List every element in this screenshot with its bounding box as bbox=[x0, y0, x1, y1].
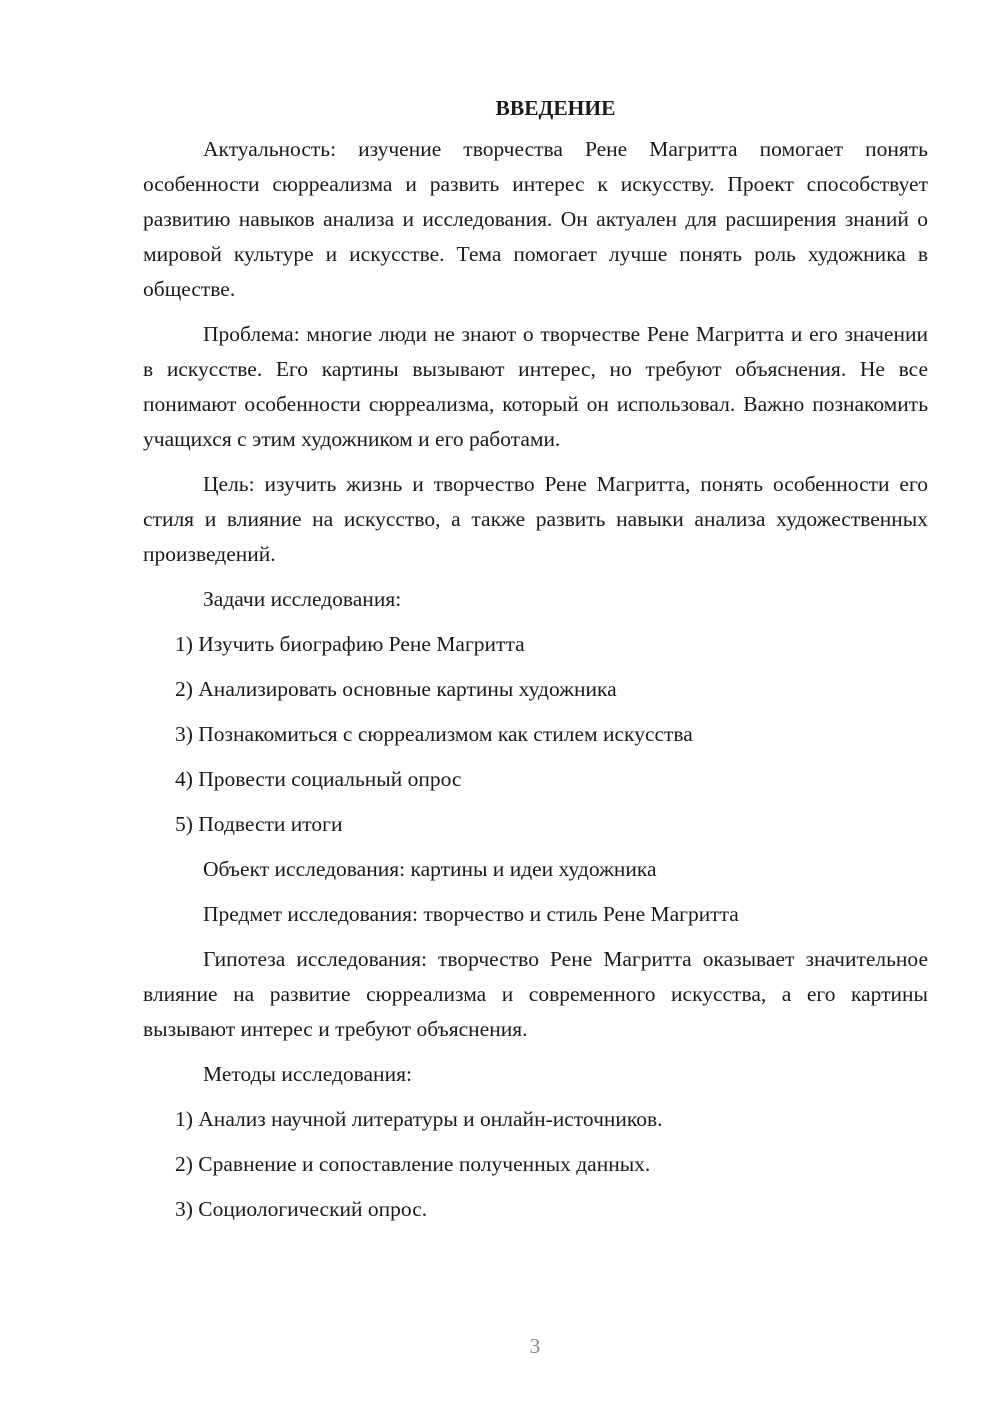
list-item: 4) Провести социальный опрос bbox=[175, 767, 462, 791]
page-content bbox=[143, 91, 928, 1237]
list-item: 1) Анализ научной литературы и онлайн-источников. bbox=[175, 1107, 663, 1131]
hypothesis-paragraph: Гипотеза исследования: творчество Рене Магритта оказывает значительное влияние на развитие сюрреализма и современного искусства, а его картины вызывают интерес и требуют объяснения. bbox=[143, 947, 928, 1041]
list-item: 5) Подвести итоги bbox=[175, 812, 343, 836]
problem-paragraph: Проблема: многие люди не знают о творчестве Рене Магритта и его значении в искусстве. Его картины вызывают интерес, но требуют объяснения. Не все понимают особенности сюрреализма, который он использовал. Важно познакомить учащихся с этим художником и его работами. bbox=[143, 322, 928, 451]
subject-line: Предмет исследования: творчество и стиль Рене Магритта bbox=[203, 902, 739, 926]
goal-paragraph: Цель: изучить жизнь и творчество Рене Магритта, понять особенности его стиля и влияние на искусство, а также развить навыки анализа художественных произведений. bbox=[143, 472, 928, 566]
list-item: 1) Изучить биографию Рене Магритта bbox=[175, 632, 525, 656]
methods-heading: Методы исследования: bbox=[203, 1062, 412, 1086]
page-number: 3 bbox=[529, 1334, 541, 1358]
list-item: 3) Социологический опрос. bbox=[175, 1197, 428, 1221]
tasks-heading: Задачи исследования: bbox=[203, 587, 402, 611]
tasks-list bbox=[143, 627, 928, 842]
object-line: Объект исследования: картины и идеи художника bbox=[203, 857, 657, 881]
methods-list bbox=[143, 1102, 928, 1227]
relevance-paragraph: Актуальность: изучение творчества Рене Магритта помогает понять особенности сюрреализма и развить интерес к искусству. Проект способствует развитию навыков анализа и исследования. Он актуален для расширения знаний о мировой культуре и искусстве. Тема помогает лучше понять роль художника в обществе. bbox=[143, 137, 928, 301]
list-item: 3) Познакомиться с сюрреализмом как стилем искусства bbox=[175, 722, 693, 746]
list-item: 2) Сравнение и сопоставление полученных данных. bbox=[175, 1152, 651, 1176]
list-item: 2) Анализировать основные картины художника bbox=[175, 677, 617, 701]
section-title: ВВЕДЕНИЕ bbox=[495, 96, 616, 120]
